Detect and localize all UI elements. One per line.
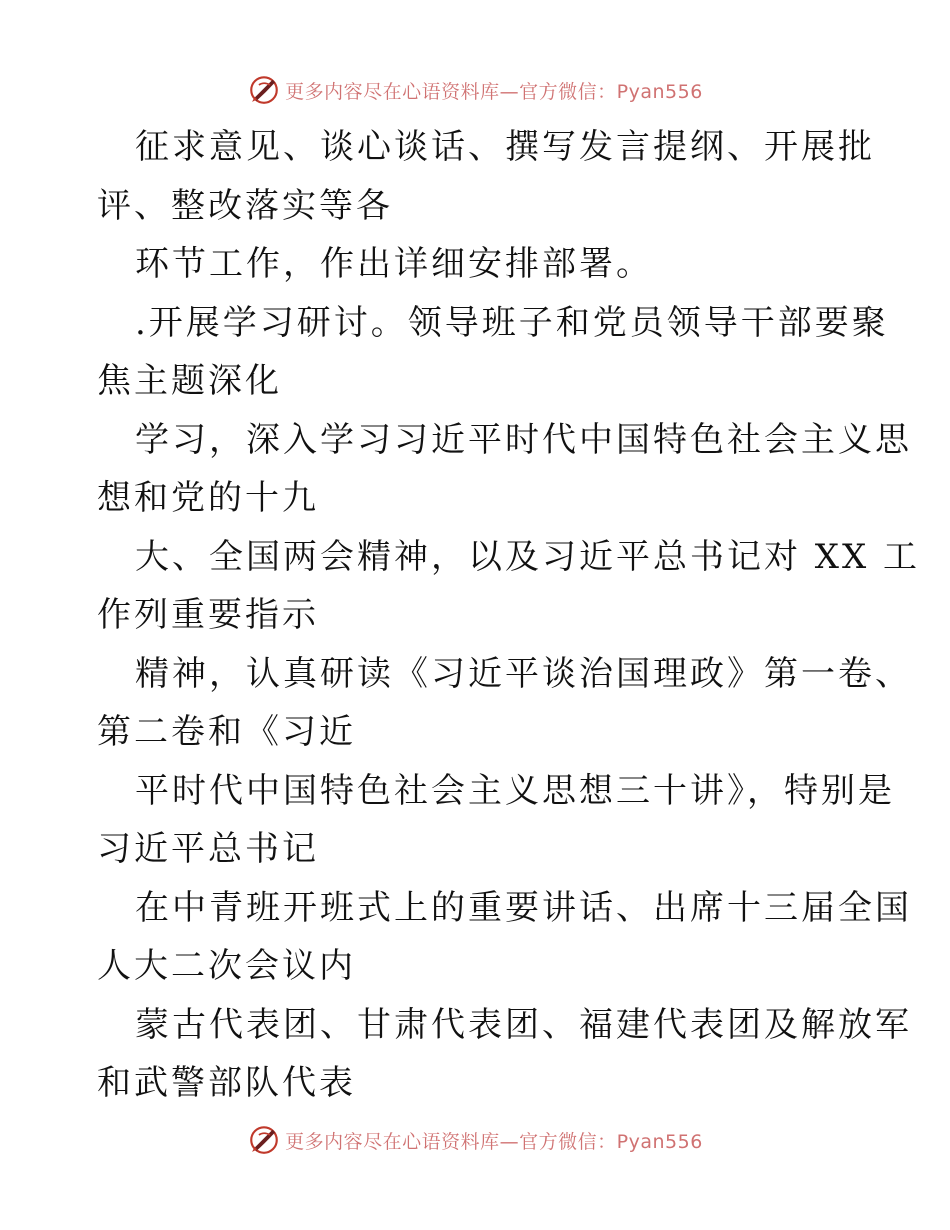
body-line: 想和党的十九 (97, 478, 319, 518)
footer-banner-text: 更多内容尽在心语资料库—官方微信：Pyan556 (285, 1130, 703, 1153)
body-line: 习近平总书记 (97, 829, 319, 869)
body-line: 第二卷和《习近 (97, 712, 356, 752)
body-line: 人大二次会议内 (97, 946, 356, 986)
body-line: 大、全国两会精神，以及习近平总书记对 XX 工 (135, 536, 921, 577)
body-line: 蒙古代表团、甘肃代表团、福建代表团及解放军 (135, 1004, 912, 1045)
body-line: 环节工作，作出详细安排部署。 (135, 244, 653, 284)
header-banner (0, 70, 950, 110)
body-line: 征求意见、谈心谈话、撰写发言提纲、开展批 (135, 127, 875, 167)
footer-banner (0, 1120, 950, 1160)
body-line: 焦主题深化 (97, 361, 282, 401)
body-line: 和武警部队代表 (97, 1063, 356, 1103)
pen-circle-logo-icon (247, 1123, 281, 1157)
body-line: 平时代中国特色社会主义思想三十讲》，特别是 (135, 770, 895, 811)
body-line: 精神，认真研读《习近平谈治国理政》第一卷、 (135, 653, 912, 694)
body-line: 评、整改落实等各 (97, 185, 393, 226)
document-body (97, 118, 921, 1113)
header-banner-text: 更多内容尽在心语资料库—官方微信：Pyan556 (285, 80, 703, 103)
pen-circle-logo-icon (247, 73, 281, 107)
body-line: .开展学习研讨。领导班子和党员领导干部要聚 (135, 302, 889, 343)
body-line: 学习，深入学习习近平时代中国特色社会主义思 (135, 419, 912, 460)
body-line: 作列重要指示 (97, 595, 319, 635)
body-line: 在中青班开班式上的重要讲话、出席十三届全国 (135, 887, 912, 928)
